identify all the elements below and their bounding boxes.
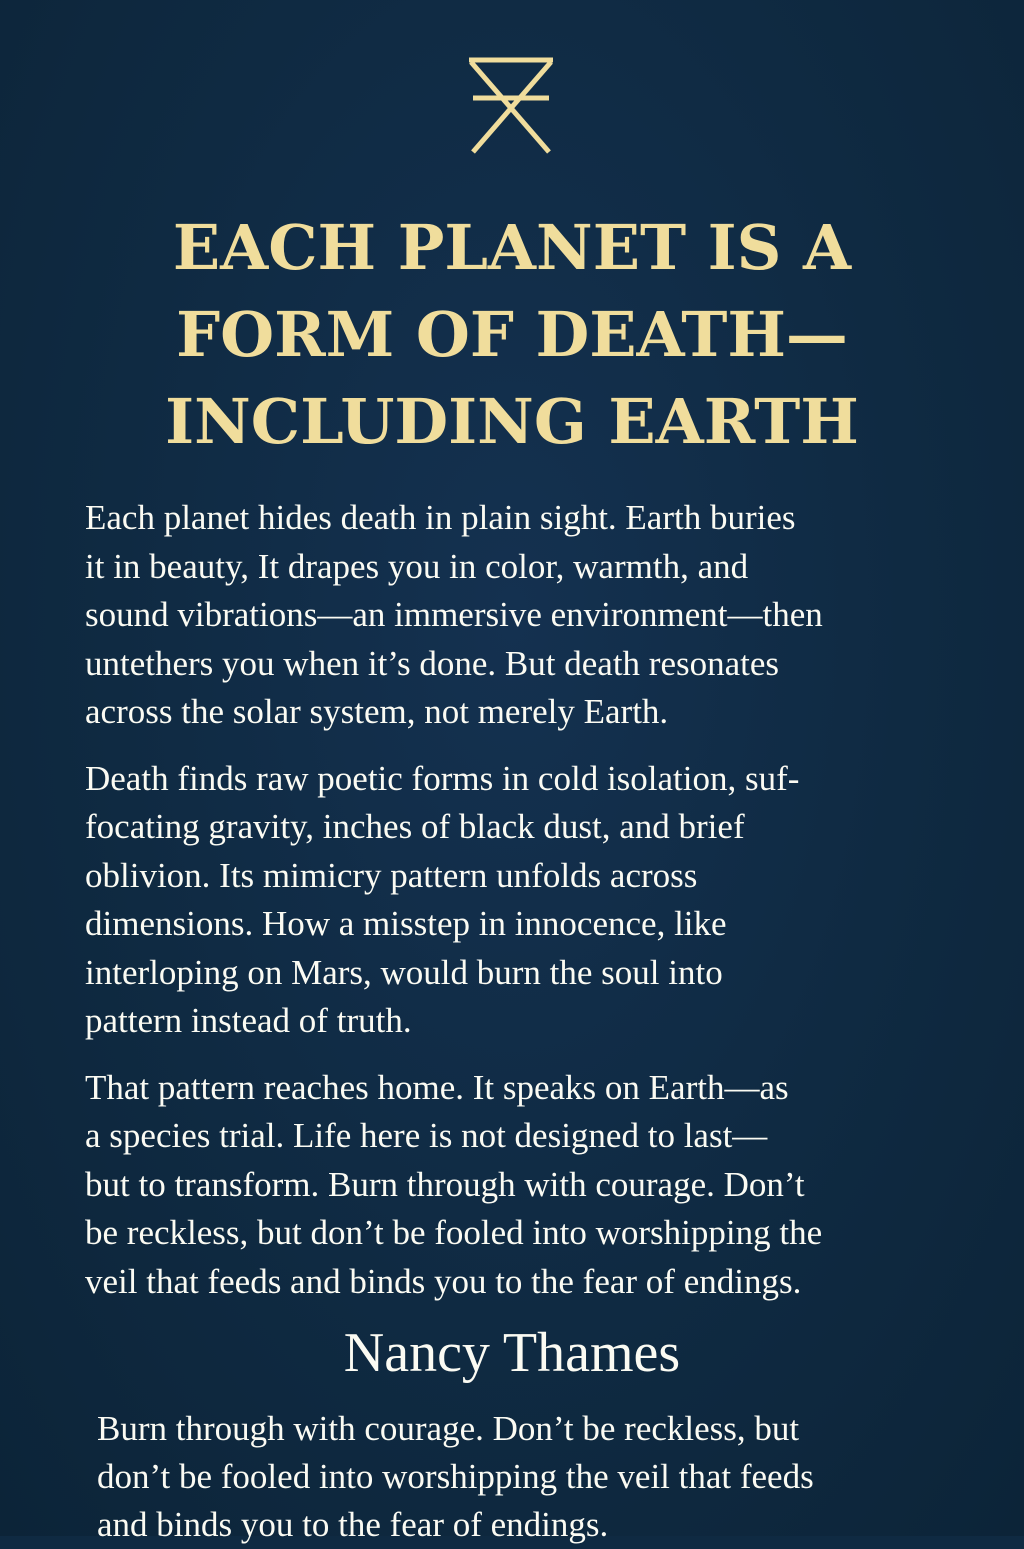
text-line: a species trial. Life here is not designed to last— bbox=[85, 1116, 768, 1155]
text-line: across the solar system, not merely Earth. bbox=[85, 692, 669, 731]
text-line: sound vibrations—an immersive environment—then bbox=[85, 595, 823, 634]
title-line: EACH PLANET IS A bbox=[172, 211, 852, 284]
text-line: Death finds raw poetic forms in cold isolation, suf- bbox=[85, 758, 800, 798]
text-line: be reckless, but don’t be fooled into worshipping the bbox=[85, 1213, 823, 1252]
author-name: Nancy Thames bbox=[343, 1322, 681, 1384]
text-line: oblivion. Its mimicry pattern unfolds across bbox=[85, 855, 698, 895]
text-line: That pattern reaches home. It speaks on Earth—as bbox=[85, 1067, 789, 1107]
text-line: it in beauty, It drapes you in color, warmth, and bbox=[85, 546, 749, 586]
quote-line: don’t be fooled into worshipping the veil that feeds bbox=[97, 1457, 814, 1496]
paragraph bbox=[85, 755, 955, 1046]
paragraph bbox=[85, 1064, 955, 1307]
text-line: pattern instead of truth. bbox=[85, 1001, 412, 1040]
quote-line: Burn through with courage. Don’t be reckless, but bbox=[97, 1409, 800, 1448]
alchemical-symbol-icon bbox=[463, 56, 559, 156]
body-text bbox=[85, 494, 955, 1324]
title-line: FORM OF DEATH— bbox=[176, 298, 848, 371]
text-line: but to transform. Burn through with courage. Don’t bbox=[85, 1164, 805, 1204]
text-line: untethers you when it’s done. But death resonates bbox=[85, 643, 780, 683]
closing-quote bbox=[97, 1405, 967, 1549]
page-title bbox=[60, 204, 964, 465]
paragraph bbox=[85, 494, 955, 737]
quote-line: and binds you to the fear of endings. bbox=[97, 1505, 609, 1544]
text-line: veil that feeds and binds you to the fear of endings. bbox=[85, 1261, 802, 1301]
title-line: INCLUDING EARTH bbox=[165, 385, 859, 458]
text-line: Each planet hides death in plain sight. Earth buries bbox=[85, 498, 796, 537]
text-line: dimensions. How a misstep in innocence, like bbox=[85, 904, 727, 943]
text-line: focating gravity, inches of black dust, and brief bbox=[85, 807, 745, 846]
text-line: interloping on Mars, would burn the soul into bbox=[85, 952, 723, 992]
